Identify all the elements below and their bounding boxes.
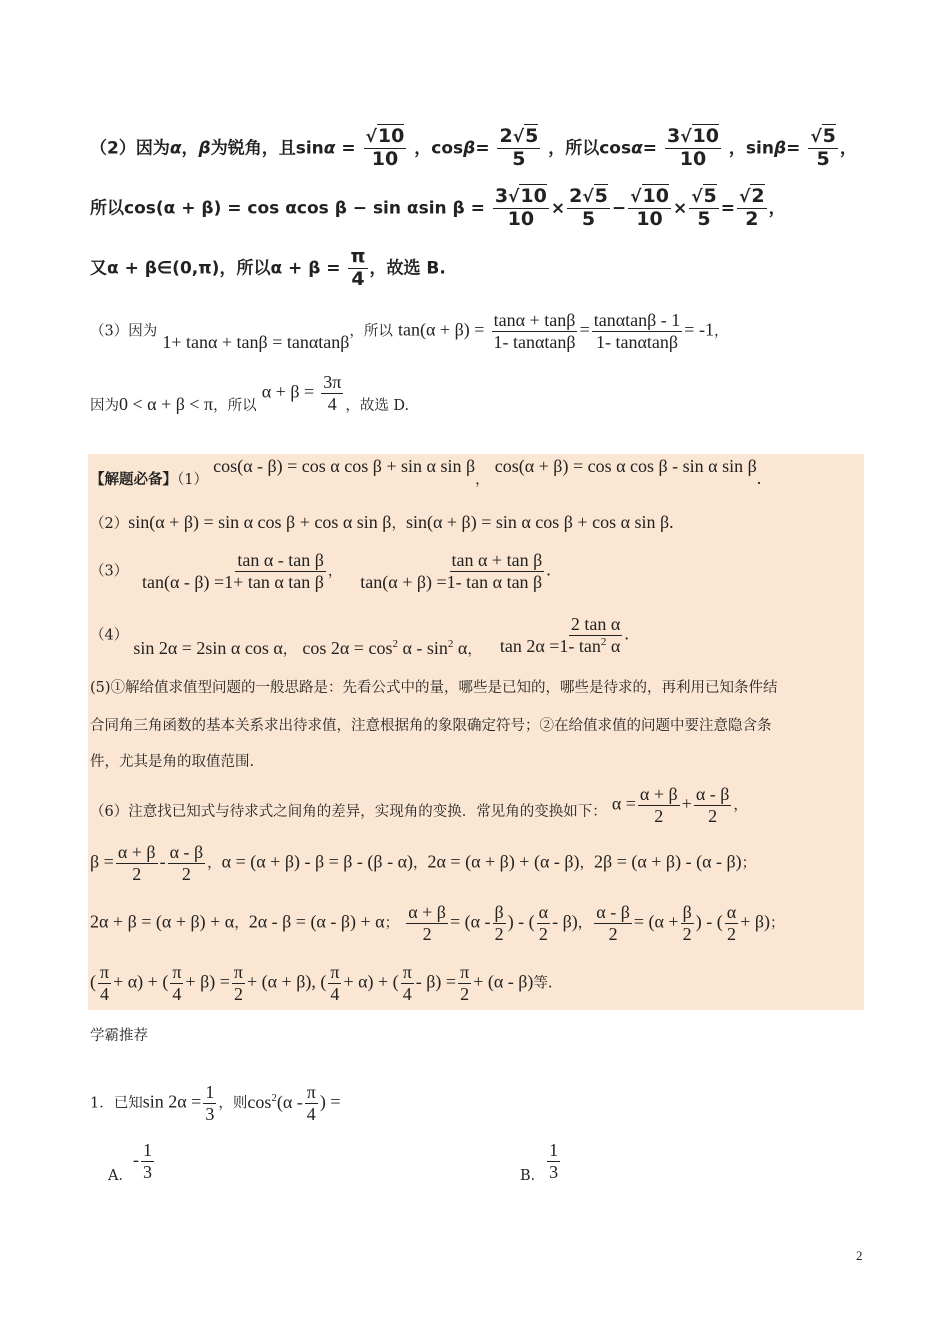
text: 2 <box>233 983 243 1004</box>
text: β <box>198 138 211 159</box>
text: . <box>624 623 629 644</box>
text: tan(α - β) = <box>141 571 225 592</box>
text: = <box>786 138 801 159</box>
text: ) - ( <box>507 911 535 932</box>
text: α <box>631 138 643 159</box>
text: ， <box>475 472 490 488</box>
fraction: $\frac{2√5}{5}$ <box>499 125 539 170</box>
text: 5 <box>581 207 596 230</box>
fraction <box>694 784 732 826</box>
text: α <box>169 138 182 159</box>
text: 因为 <box>90 397 119 414</box>
text: ) - ( <box>695 911 723 932</box>
text: + (α - β) <box>473 971 534 992</box>
text: 4 <box>330 983 340 1004</box>
text: ，所以 <box>219 258 271 279</box>
text: 1+ tanα + tanβ = tanαtanβ <box>162 331 350 352</box>
text: 3 <box>494 185 509 207</box>
text: 10 <box>377 125 405 147</box>
text <box>358 572 544 593</box>
fraction <box>458 962 471 1004</box>
text: ； <box>770 915 785 932</box>
text: ， <box>839 138 857 159</box>
text: 2 <box>494 923 504 944</box>
text <box>247 1092 302 1112</box>
text: 1- tan α tan β <box>446 571 543 592</box>
text: 2β = (α + β) - (α - β) <box>594 851 742 872</box>
text: α <box>726 902 737 922</box>
text: π <box>100 962 110 982</box>
text: ， <box>414 138 432 159</box>
text: 2 <box>608 923 618 944</box>
text: 3 <box>666 125 681 147</box>
text: ， <box>728 138 746 159</box>
text: × <box>550 198 566 219</box>
text: ，故选 B. <box>369 258 446 279</box>
text: （2） <box>90 516 129 532</box>
text: π <box>306 1082 316 1102</box>
fraction <box>305 1082 318 1124</box>
text: tan(α + β) = <box>398 319 485 340</box>
text: π <box>172 962 182 982</box>
text: α + β <box>639 784 678 804</box>
text: β <box>494 902 504 922</box>
text: 5 <box>594 185 608 207</box>
text: tanαtanβ - 1 <box>593 310 681 330</box>
text: 4 <box>327 393 337 414</box>
text: 2 <box>181 863 191 884</box>
text: ， <box>391 516 406 532</box>
text: 2 <box>271 1091 277 1104</box>
text: （1） <box>177 472 208 488</box>
text: 10 <box>371 147 399 170</box>
text: + (α + β), ( <box>246 971 327 992</box>
text: （2）因为 <box>90 138 170 159</box>
text: 为锐角，且 <box>210 138 296 159</box>
text: = <box>341 138 356 159</box>
text: α - sin <box>402 637 448 658</box>
text: cos(α - β) = cos α cos β + sin α sin β <box>213 456 476 476</box>
text: 1- tan <box>559 635 601 656</box>
box-row-6 <box>90 784 748 826</box>
text: - β) = <box>415 971 457 992</box>
box-row-1 <box>90 456 762 488</box>
text: 4 <box>402 983 412 1004</box>
text: ) = <box>319 1091 341 1112</box>
text: ， <box>577 915 593 932</box>
text: ， <box>713 323 729 340</box>
text: tan 2α = <box>499 635 560 656</box>
text: 5 <box>703 185 717 207</box>
text: π <box>330 962 340 982</box>
fraction <box>116 842 158 884</box>
fraction <box>537 902 550 944</box>
text: = (α + <box>633 911 679 932</box>
fraction <box>203 1082 216 1124</box>
text: . <box>546 559 551 580</box>
text: 4 <box>100 983 110 1004</box>
fraction <box>170 962 183 1004</box>
text: α + β <box>408 902 446 922</box>
box-row-3 <box>90 550 551 592</box>
text: （3）因为 <box>90 323 158 340</box>
fraction <box>135 550 326 592</box>
text: ， <box>413 855 428 872</box>
text: α + β <box>117 842 156 862</box>
solution-3-line-1 <box>90 310 728 352</box>
text: 1．已知 <box>90 1095 143 1112</box>
solution-2-line-3 <box>90 246 446 291</box>
text: cos(α + β) = cos α cos β - sin α sin β <box>494 456 757 476</box>
text: 2 tan α <box>570 614 621 634</box>
text: + β) <box>740 911 770 932</box>
text: α + β = <box>261 381 315 402</box>
fraction: $\frac{√2}{2}$ <box>739 185 765 230</box>
text: 等. <box>533 975 553 992</box>
box-row-7 <box>90 842 756 884</box>
text: π <box>402 962 412 982</box>
text: α - β <box>169 842 204 862</box>
text: α - β <box>695 784 730 804</box>
text: cos 2α = cos <box>302 637 393 658</box>
text: 2 <box>682 923 692 944</box>
text: ， <box>234 915 249 932</box>
text: 2α + β = (α + β) + α <box>90 911 235 932</box>
fraction <box>321 372 343 414</box>
text: α <box>610 635 621 656</box>
page-number: 2 <box>856 1248 863 1263</box>
text: B． <box>520 1167 546 1184</box>
text: ， <box>768 198 786 219</box>
question-1 <box>90 1082 341 1124</box>
text: 4 <box>351 267 365 290</box>
text: α <box>457 637 468 658</box>
text: ， <box>579 855 595 872</box>
fraction: $\frac{2√5}{5}$ <box>569 185 608 230</box>
text: 2 <box>751 185 765 207</box>
text: cos <box>247 1091 272 1112</box>
fraction: $\frac{√5}{5}$ <box>810 125 836 170</box>
fraction <box>350 550 545 592</box>
fraction: $\frac{√10}{10}$ <box>630 185 669 230</box>
fraction <box>594 902 632 944</box>
text: 2α = (α + β) + (α - β) <box>427 851 580 872</box>
text: - <box>132 1149 139 1170</box>
text: cos <box>599 138 632 159</box>
text: 10 <box>636 207 663 230</box>
text: = <box>475 138 490 159</box>
text: tanα + tanβ <box>493 310 576 330</box>
fraction <box>348 246 367 291</box>
text: π <box>233 962 243 982</box>
text: ， <box>181 138 199 159</box>
text: α <box>538 902 549 922</box>
text: β = <box>90 851 114 872</box>
text: A． <box>108 1167 133 1184</box>
text: （6）注意找已知式与待求式之间角的差异，实现角的变换．常见角的变换如下： <box>90 803 607 820</box>
text: 5 <box>512 147 526 170</box>
box-row-5-line-3: 件，尤其是角的取值范围. <box>90 754 255 770</box>
text: 2 <box>447 637 454 650</box>
text: （4） <box>90 627 129 644</box>
text: （3） <box>90 563 129 580</box>
text: - <box>159 851 166 872</box>
text: 2α - β = (α - β) + α <box>248 911 385 932</box>
text: 2 <box>132 863 142 884</box>
text: 3 <box>142 1161 152 1182</box>
text: ， <box>327 563 343 580</box>
text: 3π <box>323 372 342 392</box>
text: 2 <box>745 207 759 230</box>
text: ； <box>384 915 400 932</box>
text: tan α + tan β <box>451 550 543 570</box>
option-b[interactable] <box>520 1140 562 1182</box>
text: π <box>350 245 366 267</box>
text: + α) + ( <box>113 971 169 992</box>
text: ( <box>90 971 96 992</box>
fraction <box>592 310 683 352</box>
text: α + β = <box>270 258 341 279</box>
text: 10 <box>507 207 535 230</box>
text: = -1 <box>684 319 714 340</box>
fraction <box>491 310 577 352</box>
text: sin 2α = <box>142 1091 202 1112</box>
fraction: $\frac{√10}{10}$ <box>365 125 405 170</box>
text: + <box>681 793 692 814</box>
text: 1- tanαtanβ <box>595 331 679 352</box>
solution-2-line-1 <box>90 126 857 171</box>
fraction <box>489 614 622 656</box>
box-row-9 <box>90 962 553 1004</box>
text: sin <box>295 138 324 159</box>
box-row-2 <box>90 512 674 533</box>
solution-3-line-2 <box>90 372 409 414</box>
text: . <box>669 512 674 532</box>
text: cos(α + β) = cos αcos β − sin αsin β = <box>124 198 485 219</box>
text: tan α - tan β <box>237 550 324 570</box>
fraction <box>547 1140 560 1182</box>
fraction: $\frac{√5}{5}$ <box>691 185 717 230</box>
text: α + β∈(0,π) <box>107 258 220 279</box>
fraction <box>232 962 245 1004</box>
text: ， <box>282 641 298 658</box>
text: 4 <box>306 1103 316 1124</box>
text: sin 2α = 2sin α cos α <box>133 637 283 658</box>
text: ，所以 <box>213 397 257 414</box>
text <box>498 636 623 657</box>
text: (α - <box>276 1091 303 1112</box>
text: 2 <box>569 185 583 207</box>
text: 5 <box>525 125 539 147</box>
text: 2 <box>654 805 664 826</box>
text: 3 <box>205 1103 215 1124</box>
text: 10 <box>679 147 707 170</box>
text: α = <box>611 793 636 814</box>
fraction <box>406 902 448 944</box>
text: ，故选 D. <box>345 397 410 414</box>
text: 2 <box>708 805 718 826</box>
text: β <box>682 902 692 922</box>
text: π <box>460 962 470 982</box>
fraction <box>725 902 738 944</box>
text: ， <box>733 797 748 814</box>
text: 1- tanαtanβ <box>493 331 576 352</box>
recommend-heading: 学霸推荐 <box>90 1028 148 1044</box>
fraction: $\frac{3√10}{10}$ <box>666 125 719 170</box>
text: 10 <box>642 185 669 207</box>
text: 5 <box>697 207 711 230</box>
text: + α) + ( <box>343 971 399 992</box>
text: ，所以 <box>548 138 600 159</box>
fraction <box>168 842 206 884</box>
text: 2 <box>392 637 398 650</box>
fraction <box>401 962 414 1004</box>
text: 1 <box>205 1082 215 1102</box>
text: β <box>773 138 787 159</box>
box-row-8 <box>90 902 785 944</box>
text: + β) = <box>185 971 230 992</box>
text: 所以 <box>90 198 124 219</box>
text: 2 <box>422 923 432 944</box>
box-row-5-line-2: 合同角三角函数的基本关系求出待求值，注意根据角的象限确定符号；②在给值求值的问题中要注意隐含条 <box>90 718 772 734</box>
option-a[interactable] <box>108 1140 156 1182</box>
box-row-4 <box>90 614 629 656</box>
fraction <box>98 962 111 1004</box>
text: 3 <box>549 1161 559 1182</box>
text: 2 <box>600 635 607 648</box>
text: × <box>672 198 688 219</box>
text: 2 <box>460 983 470 1004</box>
text: 2 <box>499 125 513 147</box>
text: cos <box>431 138 464 159</box>
text: 4 <box>172 983 182 1004</box>
text: 又 <box>90 258 107 279</box>
text: 1 <box>142 1140 152 1160</box>
text: ； <box>741 855 757 872</box>
text: 0 < α + β < π <box>119 393 214 414</box>
text: sin <box>745 138 774 159</box>
text: 5 <box>816 147 830 170</box>
text <box>140 572 326 593</box>
text: . <box>756 468 762 488</box>
text: ， <box>207 855 222 872</box>
fraction <box>638 784 680 826</box>
text: sin(α + β) = sin α cos β + cos α sin β <box>405 512 670 532</box>
text: α - β <box>596 902 630 922</box>
fraction <box>141 1140 154 1182</box>
text <box>302 638 467 658</box>
text: = <box>579 319 590 340</box>
text: = <box>642 138 658 159</box>
text: 2 <box>538 923 548 944</box>
box-row-5-line-1: (5)①解给值求值型问题的一般思路是：先看公式中的量，哪些是已知的，哪些是待求的，再利用已知条件结 <box>90 680 778 696</box>
text: α = (α + β) - β = β - (β - α) <box>221 851 413 872</box>
text: 10 <box>520 185 547 207</box>
text: 5 <box>822 125 836 147</box>
text: 10 <box>692 125 719 147</box>
text: β <box>463 138 476 159</box>
fraction: $\frac{3√10}{10}$ <box>494 185 547 230</box>
text: 2 <box>726 923 736 944</box>
text: − <box>611 198 627 219</box>
text: 【解题必备】 <box>90 471 177 488</box>
fraction <box>681 902 694 944</box>
fraction <box>493 902 506 944</box>
text: α <box>323 138 336 159</box>
text: ， <box>467 641 482 658</box>
text: ，则 <box>218 1095 248 1112</box>
fraction <box>328 962 341 1004</box>
text: 1 <box>549 1140 559 1160</box>
text: ，所以 <box>349 323 393 340</box>
text: = <box>720 198 736 219</box>
text: = (α - <box>449 911 491 932</box>
text: tan(α + β) = <box>360 571 447 592</box>
text: - β) <box>552 911 578 932</box>
solution-2-line-2 <box>90 186 786 231</box>
text: sin(α + β) = sin α cos β + cos α sin β <box>128 512 392 532</box>
text: 1+ tan α tan β <box>224 571 324 592</box>
